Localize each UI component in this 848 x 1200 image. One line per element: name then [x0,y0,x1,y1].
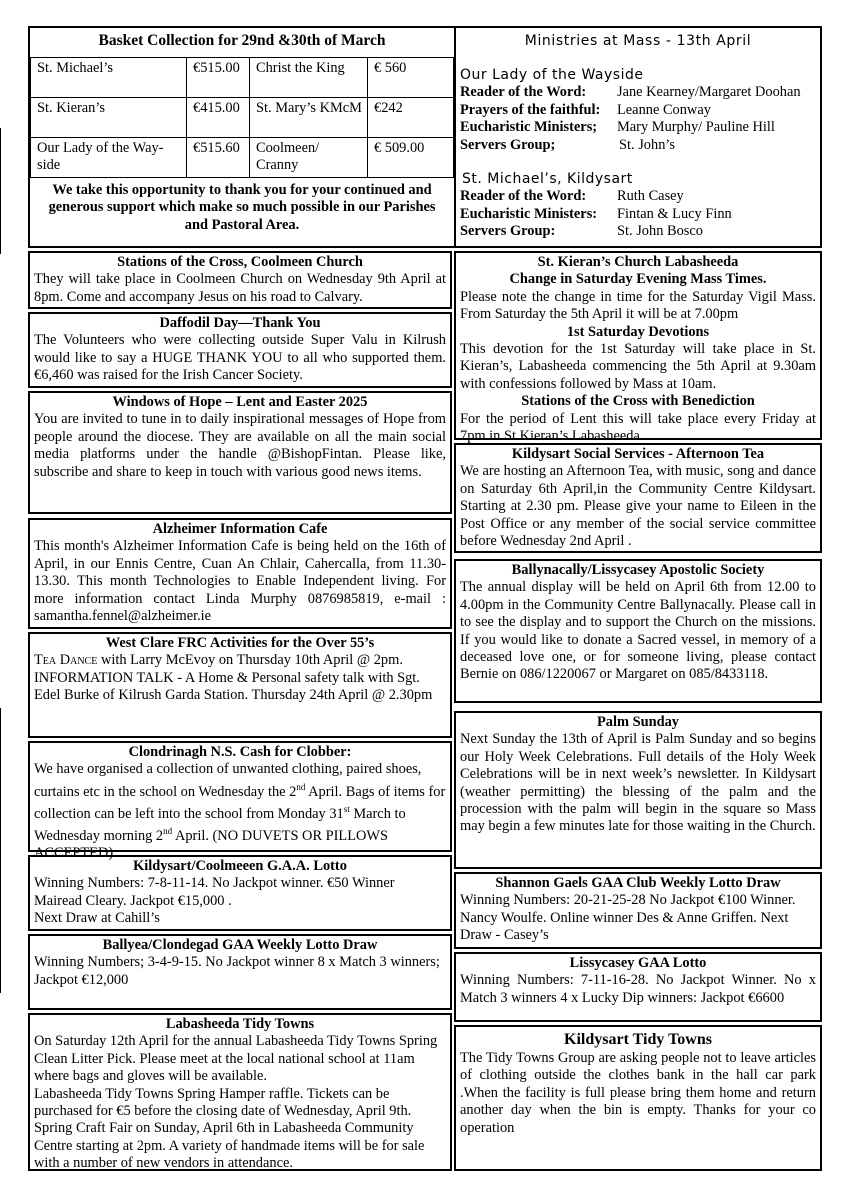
stations-coolmeen-section [28,251,452,309]
church-cell: St. Michael’s [31,58,187,98]
ministries-title: Ministries at Mass - 13th April [524,33,752,49]
amount-cell: €415.00 [187,98,250,138]
section-body: with Larry McEvoy on Thursday 10th April @ 2pm. INFORMATION TALK - A Home & Personal safety talk with Sgt. Edel Burke of Kilrush Garda Station. Thursday 24th April @ 2.30pm [34,652,433,704]
cash-for-clobber-section [28,741,452,862]
shannon-gaels-lotto-section [454,872,822,949]
kildysart-coolmeen-lotto-section [28,855,452,931]
section-body: This devotion for the 1st Saturday will take place in St. Kieran’s, Labasheeda commencing the 5th April at 9.30am with confessions followed by Mass at 10am. [460,341,816,392]
table-row [31,58,454,98]
ministry-row [460,102,816,120]
church-cell: St. Mary’s KMcM [250,98,368,138]
section-title: Kildysart Tidy Towns [564,1031,712,1048]
st-kierans-section [454,251,822,445]
church-cell: Christ the King [250,58,368,98]
section-title: Daffodil Day—Thank You [159,315,321,331]
section-title: Clondrinagh N.S. Cash for Clobber: [128,744,352,760]
section-title: Labasheeda Tidy Towns [165,1016,315,1032]
west-clare-frc-section [28,632,452,738]
section-body: Winning Numbers: 20-21-25-28 No Jackpot €100 Winner. Nancy Woulfe. Online winner Des & Anne Griffen. Next Draw - Casey’s [460,892,796,944]
section-title: Windows of Hope – Lent and Easter 2025 [112,394,368,410]
alzheimer-cafe-section [28,518,452,629]
ministry-label: Servers Group; [460,136,556,153]
ministry-value: Fintan & Lucy Finn [617,205,732,222]
ministry-row [460,119,816,137]
section-body: Labasheeda Tidy Towns Spring Hamper raffle. Tickets can be purchased for €5 before the closing date of Wednesday, April 9th. [34,1085,412,1120]
basket-title: Basket Collection for 29nd &30th of March [98,32,386,49]
kildysart-social-services-section [454,443,822,553]
section-body: They will take place in Coolmeen Church on Wednesday 9th April at 8pm. Come and accompany Jesus on his road to Calvary. [34,271,446,305]
ministry-row [460,188,816,206]
section-body: Please note the change in time for the Saturday Vigil Mass. From Saturday the 5th April it will be at 7.00pm [460,288,816,323]
ministry-label: Eucharistic Ministers: [460,205,598,222]
labasheeda-tidy-towns-section [28,1013,452,1171]
section-body: This month's Alzheimer Information Cafe is being held on the 16th of April, in our Ennis Centre, Cuan An Chlair, Cahercalla, from 11.30-13.30. This month Technologies to Enable Independent living. For more information contact Linda Murphy 0876985819, e-mail : samantha.fennel@alzheimer.ie [34,538,446,625]
section-subtitle: Change in Saturday Evening Mass Times. [509,271,767,288]
section-body: We have organised a collection of unwanted clothing, paired shoes, curtains etc in the school on Wednesday the 2nd April. Bags of items for collection can be left into the school from Monday 31st March to Wednesday morning 2nd April. (NO DUVETS OR PILLOWS ACCEPTED) [34,761,446,862]
apostolic-society-section [454,559,822,703]
ministry-value: Mary Murphy/ Pauline Hill [617,119,775,135]
section-title: Ballynacally/Lissycasey Apostolic Society [511,562,765,578]
section-title: St. Kieran’s Church Labasheeda [537,254,739,270]
section-subtitle: Stations of the Cross with Benediction [521,393,755,410]
table-row [31,98,454,138]
section-body: Winning Numbers; 3-4-9-15. No Jackpot winner 8 x Match 3 winners; Jackpot €12,000 [34,954,440,988]
basket-thanks: We take this opportunity to thank you for your continued and generous support which make so much possible in our Parishes and Pastoral Area. [48,182,436,233]
kildysart-tidy-towns-section [454,1025,822,1171]
ministries-section [454,26,822,248]
section-body: We are hosting an Afternoon Tea, with music, song and dance on Saturday 6th April,in the Community Centre Kildysart. Starting at 2.30 pm. Please give your name to Eileen in the Post Office or any member of the social service committee before Wednesday 2nd April . [460,463,816,550]
section-body: The annual display will be held on April 6th from 12.00 to 4.00pm in the Community Centre Ballynacally. Please call in to see the display and to support the Church on the missions. If you would like to donate a Sacred vessel, in memory of a deceased love one, or for someone living, please contact Bernie on 086/1220067 or Margaret on 085/8433118. [460,579,816,683]
basket-collection-section [28,26,456,248]
ministry-value: St. John’s [619,136,675,153]
section-title: Alzheimer Information Cafe [152,521,328,537]
table-row [31,138,454,178]
ministry-label: Servers Group: [460,223,556,239]
section-body: For the period of Lent this will take place every Friday at 7pm in St Kieran’s Labasheeda. [460,410,816,445]
ministry-value: Leanne Conway [617,101,711,118]
section-subtitle: 1st Saturday Devotions [566,323,710,340]
amount-cell: €515.00 [187,58,250,98]
basket-table [30,57,454,178]
ministry-row [460,206,816,224]
section-body: The Tidy Towns Group are asking people not to leave articles of clothing outside the clothes bank in the hall car park .When the facility is full please bring them home and return another day when the bin is empty. Thanks for your co operation [460,1050,816,1136]
daffodil-day-section [28,312,452,388]
section-title: West Clare FRC Activities for the Over 55’s [105,635,375,651]
section-title: Stations of the Cross, Coolmeen Church [117,254,363,270]
windows-of-hope-section [28,391,452,514]
church-cell: Our Lady of the Way-side [31,138,187,178]
section-body: Winning Numbers: 7-8-11-14. No Jackpot winner. €50 Winner Mairead Cleary. Jackpot €15,000 . [34,875,395,909]
ministry-value: Jane Kearney/Margaret Doohan [617,84,801,100]
ministry-row [460,84,816,102]
section-body: Spring Craft Fair on Sunday, April 6th in Labasheeda Community Centre starting at 2pm. A variety of handmade items will be for sale with a number of new vendors in attendance. [34,1120,425,1172]
ministry-value: Ruth Casey [617,188,684,204]
amount-cell: € 560 [368,58,454,98]
ballyea-lotto-section [28,934,452,1010]
lissycasey-lotto-section [454,952,822,1022]
section-body: Winning Numbers: 7-11-16-28. No Jackpot Winner. No x Match 3 winners 4 x Lucky Dip winners: Jackpot €6600 [460,972,816,1006]
section-title: Ballyea/Clondegad GAA Weekly Lotto Draw [102,937,378,953]
amount-cell: € 509.00 [368,138,454,178]
section-body: You are invited to tune in to daily inspirational messages of Hope from people around the diocese. They are available on all the main social media platforms under the handle @BishopFintan. Please like, subscribe and share to keep in touch with various good news items. [34,411,446,480]
palm-sunday-section [454,711,822,869]
tea-dance-lead: Tea Dance [34,652,98,669]
section-body: The Volunteers who were collecting outside Super Valu in Kilrush would like to say a HUGE THANK YOU to all who supported them. €6,460 was raised for the Irish Cancer Society. [34,332,446,384]
amount-cell: €242 [368,98,454,138]
ministry-value: St. John Bosco [617,223,703,239]
page-edge-mark [0,128,1,254]
section-title: Palm Sunday [597,714,679,730]
section-title: Kildysart/Coolmeeen G.A.A. Lotto [133,858,347,874]
section-body: On Saturday 12th April for the annual Labasheeda Tidy Towns Spring Clean Litter Pick. Please meet at the local national school at 11am where bags and gloves will be available. [34,1033,438,1085]
church-cell: Coolmeen/ Cranny [250,138,368,178]
church-name: St. Michael’s, Kildysart [462,171,633,187]
ministry-label: Prayers of the faithful: [460,101,601,118]
section-title: Shannon Gaels GAA Club Weekly Lotto Draw [495,875,781,891]
section-title: Kildysart Social Services - Afternoon Tea [511,446,765,462]
page-edge-mark [0,708,1,993]
section-body: Next Sunday the 13th of April is Palm Sunday and so begins our Holy Week Celebrations. Full details of the Holy Week Celebrations will be in next week’s newsletter. In Kildysart (weather permitting) the blessing of the palm and the procession with the palm will begin in the square so Mass may begin a few minutes late for those waiting in the Church. [460,731,816,835]
church-name: Our Lady of the Wayside [460,67,644,83]
amount-cell: €515.60 [187,138,250,178]
ministry-row [460,223,816,241]
ministry-row [460,137,816,155]
ministry-label: Reader of the Word: [460,84,587,100]
ministry-label: Eucharistic Ministers; [460,119,598,135]
ministry-label: Reader of the Word: [460,188,587,204]
section-body-next-draw: Next Draw at Cahill’s [34,910,160,927]
section-title: Lissycasey GAA Lotto [569,955,707,971]
church-cell: St. Kieran’s [31,98,187,138]
